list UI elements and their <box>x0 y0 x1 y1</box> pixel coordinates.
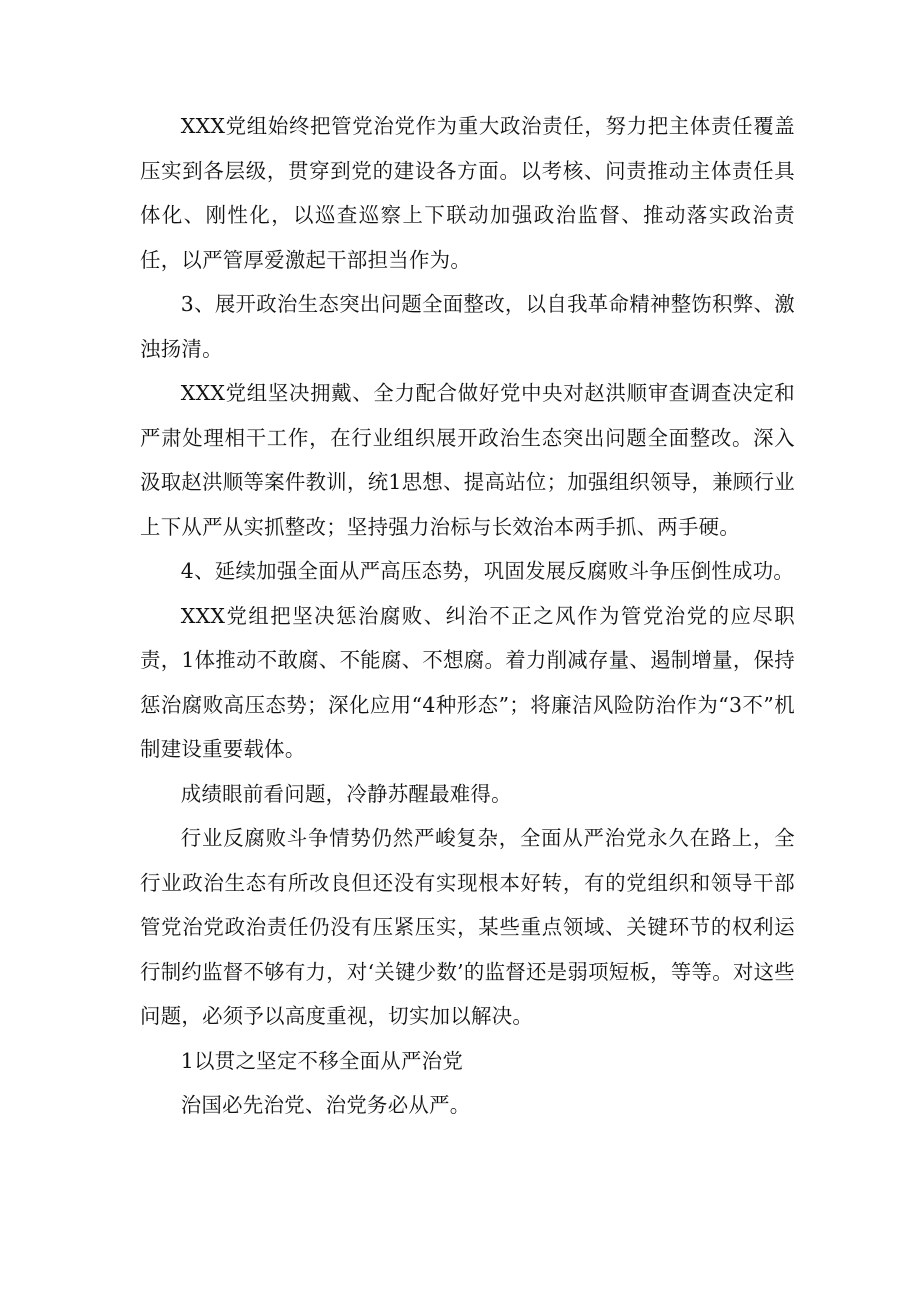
paragraph-7: 行业反腐败斗争情势仍然严峻复杂，全面从严治党永久在路上，全行业政治生态有所改良但还没有实现根本好转，有的党组织和领导干部管党治党政治责任仍没有压紧压实，某些重点领域、关键环节的权利运行制约监督不够有力，对‘关键少数’的监督还是弱项短板，等等。对这些问题，必须予以高度重视，切实加以解决。 <box>140 826 795 1028</box>
paragraph-9: 治国必先治党、治党务必从严。 <box>180 1093 471 1117</box>
paragraph-8-heading: 1以贯之坚定不移全面从严治党 <box>180 1048 464 1073</box>
paragraph-4-heading: 4、延续加强全面从严高压态势，巩固发展反腐败斗争压倒性成功。 <box>180 559 795 583</box>
paragraph-3: XXX党组坚决拥戴、全力配合做好党中央对赵洪顺审查调查决定和严肃处理相干工作，在行业组织展开政治生态突出问题全面整改。深入汲取赵洪顺等案件教训，统1思想、提高站位；加强组织领导，兼顾行业上下从严从实抓整改；坚持强力治标与长效治本两手抓、两手硬。 <box>140 381 795 539</box>
paragraph-2-heading: 3、展开政治生态突出问题全面整改，以自我革命精神整饬积弊、激浊扬清。 <box>140 292 795 361</box>
document-body <box>140 104 795 1128</box>
paragraph-6: 成绩眼前看问题，冷静苏醒最难得。 <box>180 781 512 806</box>
paragraph-5: XXX党组把坚决惩治腐败、纠治不正之风作为管党治党的应尽职责，1体推动不敢腐、不能腐、不想腐。着力削减存量、遏制增量，保持惩治腐败高压态势；深化应用“4种形态”；将廉洁风险防治作为“3不”机制建设重要载体。 <box>140 603 795 761</box>
paragraph-1: XXX党组始终把管党治党作为重大政治责任，努力把主体责任覆盖压实到各层级，贯穿到党的建设各方面。以考核、问责推动主体责任具体化、刚性化，以巡查巡察上下联动加强政治监督、推动落实政治责任，以严管厚爱激起干部担当作为。 <box>140 114 795 272</box>
